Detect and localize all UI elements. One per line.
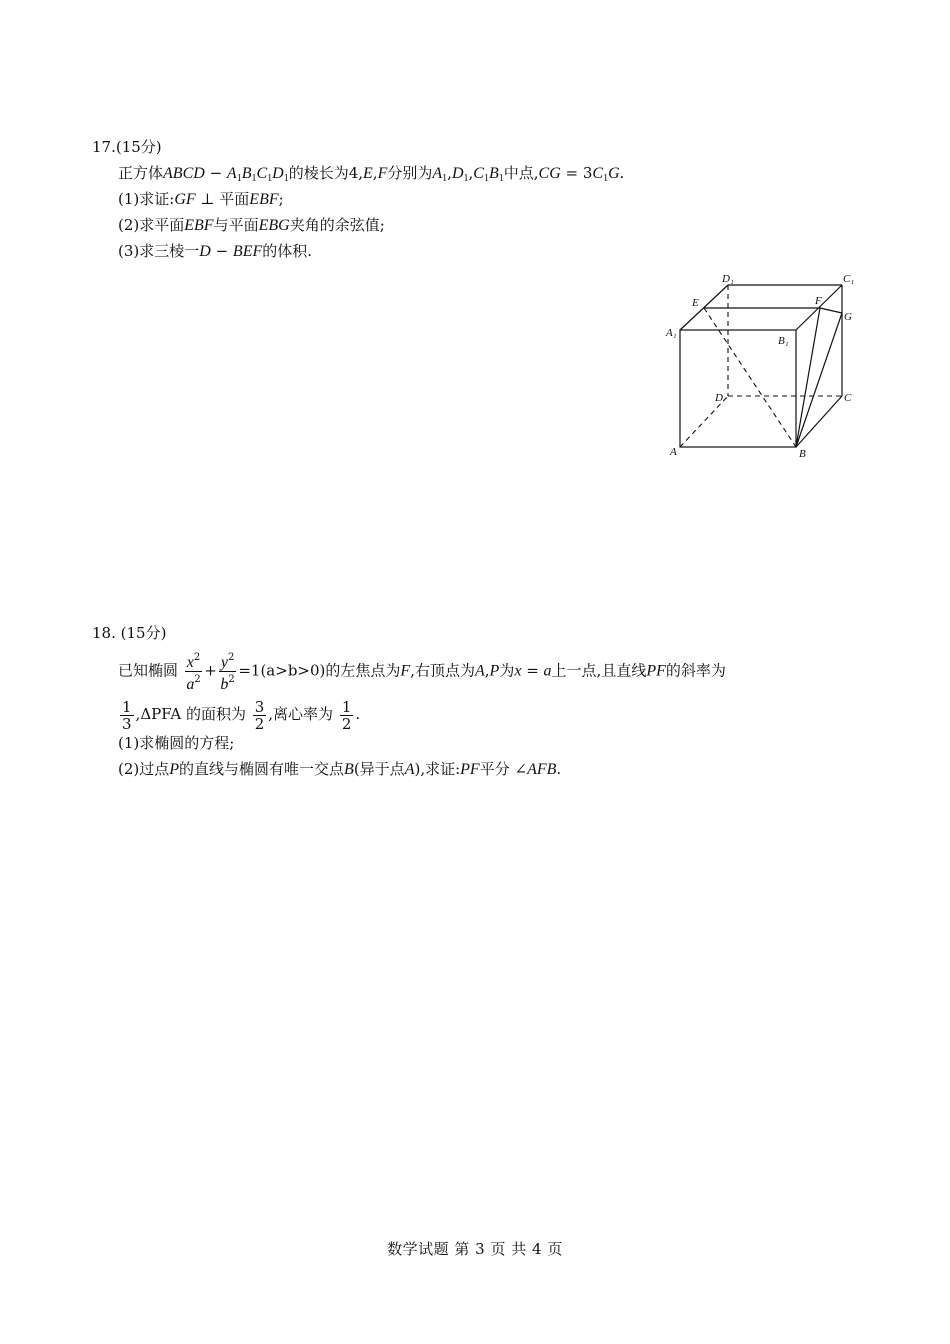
q17-part1-text: ;: [278, 190, 284, 208]
q18-part1: [118, 732, 234, 754]
q18-part2-text: (异于点: [353, 760, 405, 778]
q18-text: 为: [499, 661, 515, 680]
front-face: [680, 330, 796, 447]
label-a1: A₁: [666, 327, 677, 339]
q18-part2-text: 的直线与椭圆有唯一交点: [179, 760, 345, 778]
q17-stem-text: 的棱长为4,: [288, 164, 364, 182]
q18-condition: =1(a>b>0): [238, 661, 326, 680]
q18-text: ,离心率为: [268, 705, 334, 723]
q18-text: .: [355, 705, 361, 723]
q18-score: (15分): [120, 624, 167, 642]
fraction-1-3: $\frac{1}{3}$: [122, 697, 132, 733]
fraction-1-2: $\frac{1}{2}$: [341, 697, 352, 733]
segment-fg: [820, 308, 842, 313]
q18-part2-text: ),求证:: [414, 760, 461, 778]
q18-stem-line1: 已知椭圆 $\frac{x^2}{a^2}$ + $\frac{y^2}{b^2}$ =1(a>b>0)的左焦点为F,右顶点为A,P为x = a上一点,且直线PF的斜率为: [118, 652, 726, 693]
q18-part2: (2)过点P的直线与椭圆有唯一交点B(异于点A),求证:PF平分 ∠AFB.: [118, 760, 562, 778]
q17-part2: (2)求平面EBF与平面EBG夹角的余弦值;: [118, 216, 385, 234]
label-e: E: [692, 297, 699, 309]
label-b1: B₁: [778, 335, 789, 347]
label-d: D: [715, 392, 723, 404]
q18-text: ,ΔPFA 的面积为: [135, 705, 246, 723]
q17-part3-label: (3)求三棱一: [118, 242, 200, 260]
q18-text: 的左焦点为: [325, 661, 401, 680]
q18-text: ,右顶点为: [410, 661, 475, 680]
label-f: F: [815, 295, 822, 307]
q17-part2-text: 夹角的余弦值;: [289, 216, 385, 234]
q18-part2-text: 平分: [479, 760, 510, 778]
q18-text: 的斜率为: [665, 661, 726, 680]
label-d1: D₁: [722, 273, 734, 285]
q17-stem: 正方体ABCD − $A_1B_1C_1D_1$的棱长为4,E,F分别为$A_1,D_1,C_1B_1$中点$,CG = 3C_1G$.: [118, 164, 625, 184]
q17-stem-text: 正方体: [118, 164, 164, 182]
page-footer: 数学试题 第 3 页 共 4 页: [387, 1240, 563, 1258]
label-c: C: [844, 392, 852, 404]
label-g: G: [844, 311, 852, 323]
q17-score: (15分): [115, 138, 162, 156]
fraction-y2-b2: $\frac{y^2}{b^2}$: [220, 652, 235, 693]
fraction-3-2: $\frac{3}{2}$: [254, 697, 265, 733]
label-a: A: [670, 446, 677, 458]
segment-bf: [796, 308, 820, 447]
q17-part2-text: 与平面: [213, 216, 259, 234]
q17-stem-text: 分别为: [387, 164, 433, 182]
q17-part2-label: (2)求平面: [118, 216, 185, 234]
q18-header: [92, 622, 166, 644]
q17-part1-label: (1)求证:: [118, 190, 175, 208]
q17-number: 17.: [92, 138, 116, 156]
fraction-x2-a2: $\frac{x^2}{a^2}$: [186, 652, 201, 693]
q17-stem-text: 中点,: [503, 164, 539, 182]
q18-part2-text: .: [556, 760, 562, 778]
segment-bg: [796, 313, 842, 447]
q17-part3: (3)求三棱一D − BEF的体积.: [118, 242, 313, 260]
cube-figure: [660, 268, 870, 468]
label-c1: C₁: [843, 273, 855, 285]
q18-part1-text: (1)求椭圆的方程;: [118, 734, 235, 752]
q17-part1-text: ⊥ 平面: [195, 190, 250, 208]
q17-part1: (1)求证:GF ⊥ 平面EBF;: [118, 190, 284, 208]
q18-text: 已知椭圆: [118, 661, 179, 680]
q17-part3-text: 的体积.: [262, 242, 313, 260]
q18-stem-line2: [118, 694, 360, 734]
q18-part2-text: (2)过点: [118, 760, 170, 778]
q18-number: 18.: [92, 624, 116, 642]
segment-eb-hidden: [704, 308, 796, 447]
q18-text: 上一点,且直线: [551, 661, 647, 680]
label-b: B: [799, 448, 806, 460]
q17-header: [92, 136, 162, 158]
